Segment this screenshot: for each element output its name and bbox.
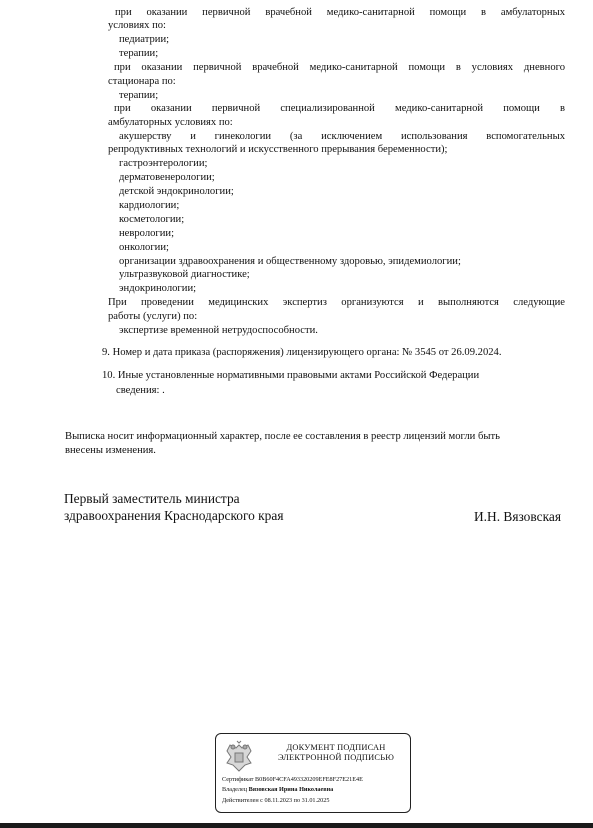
stamp-title-line: ДОКУМЕНТ ПОДПИСАН <box>286 743 386 752</box>
stamp-title-line: ЭЛЕКТРОННОЙ ПОДПИСЬЮ <box>277 753 395 762</box>
disclaimer-line: Выписка носит информационный характер, после ее составления в реестр лицензий могли быть <box>65 431 500 442</box>
coat-of-arms-icon <box>221 739 257 775</box>
text-line: При проведении медицинских экспертиз организуются и выполняются следующие <box>108 297 565 308</box>
text-line: репродуктивных технологий и искусственного прерывания беременности); <box>108 144 448 155</box>
list-item: ультразвуковой диагностике; <box>119 269 250 280</box>
text-line: работы (услуги) по: <box>108 311 198 322</box>
list-item: эндокринологии; <box>119 283 197 294</box>
list-item: акушерству и гинекологии (за исключением использования вспомогательных <box>119 131 565 142</box>
validity-line: Действителен с 08.11.2023 по 31.01.2025 <box>222 797 330 804</box>
list-item: терапии; <box>119 48 159 59</box>
item-9: 9. Номер и дата приказа (распоряжения) лицензирующего органа: № 3545 от 26.09.2024. <box>102 347 502 358</box>
text-line: при оказании первичной специализированной медико-санитарной помощи в <box>114 103 565 114</box>
disclaimer-line: внесены изменения. <box>65 445 156 456</box>
list-item: гастроэнтерологии; <box>119 158 208 169</box>
list-item: косметологии; <box>119 214 185 225</box>
signatory-name: И.Н. Вязовская <box>474 509 561 524</box>
owner-label: Владелец <box>222 786 248 793</box>
owner-line <box>222 786 333 794</box>
text-line: при оказании первичной врачебной медико-санитарной помощи в условиях дневного <box>114 62 565 73</box>
text-line: условиях по: <box>108 20 166 31</box>
stamp-title <box>266 743 406 763</box>
certificate-line <box>222 776 363 784</box>
list-item: педиатрии; <box>119 34 170 45</box>
list-item: неврологии; <box>119 228 175 239</box>
list-item: экспертизе временной нетрудоспособности. <box>119 325 318 336</box>
list-item: детской эндокринологии; <box>119 186 234 197</box>
list-item: дерматовенерологии; <box>119 172 215 183</box>
position-line: здравоохранения Краснодарского края <box>64 508 284 523</box>
text-line: при оказании первичной врачебной медико-санитарной помощи в амбулаторных <box>115 7 565 18</box>
signatory-position <box>64 490 283 524</box>
page-bottom-edge <box>0 823 593 828</box>
text-line: амбулаторных условиях по: <box>108 117 233 128</box>
list-item: онкологии; <box>119 242 169 253</box>
text-line: стационара по: <box>108 76 176 87</box>
certificate-label: Сертификат <box>222 776 254 783</box>
position-line: Первый заместитель министра <box>64 491 240 506</box>
list-item: организации здравоохранения и общественному здоровью, эпидемиологии; <box>119 256 461 267</box>
owner-value: Вязовская Ирина Николаевна <box>248 786 334 793</box>
e-signature-stamp <box>215 733 411 813</box>
item-10: 10. Иные установленные нормативными правовыми актами Российской Федерации <box>102 370 480 381</box>
item-10-continuation: сведения: . <box>116 385 165 396</box>
list-item: терапии; <box>119 90 159 101</box>
disclaimer-note <box>65 430 565 458</box>
list-item: кардиологии; <box>119 200 180 211</box>
certificate-value: B0B60F4CFA493320209EFE8F27E21E4E <box>255 776 363 783</box>
